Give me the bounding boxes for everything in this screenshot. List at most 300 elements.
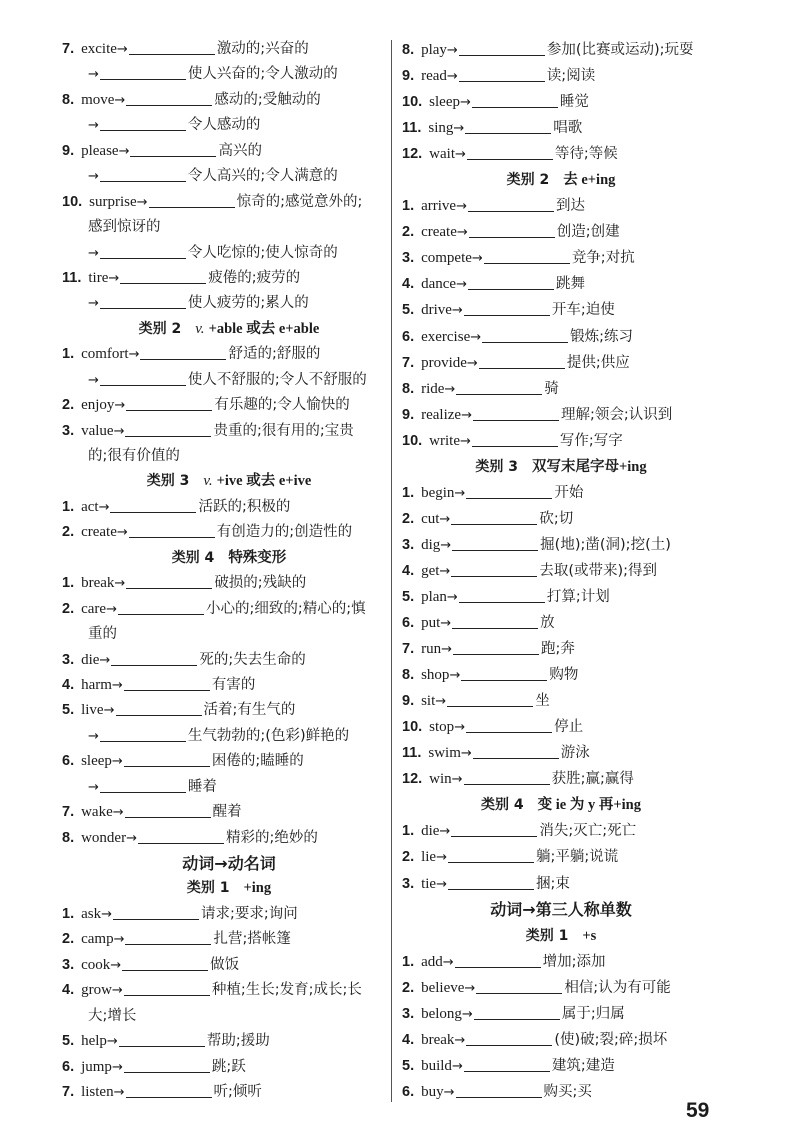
meaning: 骑 bbox=[544, 380, 559, 397]
meaning: 放 bbox=[540, 615, 555, 632]
arrow: → bbox=[471, 251, 483, 267]
vocab-item bbox=[402, 1001, 720, 1027]
arrow: → bbox=[443, 1084, 455, 1100]
vocab-item bbox=[402, 245, 720, 271]
arrow: → bbox=[444, 381, 456, 397]
vocab-item bbox=[62, 88, 388, 113]
item-number: 7. bbox=[402, 354, 415, 371]
vocab-item bbox=[402, 584, 720, 610]
arrow: → bbox=[88, 245, 99, 261]
meaning: 精彩的;绝妙的 bbox=[226, 829, 318, 846]
vocab-item bbox=[62, 520, 388, 545]
vocab-item bbox=[402, 428, 720, 454]
answer-blank bbox=[119, 1046, 205, 1047]
item-number: 1. bbox=[402, 953, 415, 970]
answer-blank bbox=[473, 758, 559, 759]
category-label: 类别 4 bbox=[171, 549, 215, 566]
answer-blank bbox=[482, 342, 568, 343]
arrow: → bbox=[136, 194, 148, 210]
answer-blank bbox=[468, 289, 554, 290]
meaning: 唱歌 bbox=[553, 120, 583, 137]
meaning: 令人吃惊的;使人惊奇的 bbox=[187, 244, 338, 261]
derived-form bbox=[62, 368, 388, 393]
meaning: 购物 bbox=[549, 667, 579, 684]
item-number: 1. bbox=[62, 498, 75, 515]
item-number: 10. bbox=[402, 432, 423, 449]
item-number: 9. bbox=[402, 406, 415, 423]
headword: dance bbox=[421, 276, 457, 293]
item-number: 1. bbox=[402, 198, 415, 215]
headword: sing bbox=[428, 120, 454, 137]
item-number: 5. bbox=[402, 302, 415, 319]
item-number: 11. bbox=[62, 269, 82, 286]
answer-blank bbox=[125, 436, 211, 437]
answer-blank bbox=[466, 732, 552, 733]
vocab-item bbox=[402, 610, 720, 636]
meaning: 小心的;细致的;精心的;慎 bbox=[205, 600, 366, 617]
meaning: 睡觉 bbox=[559, 94, 589, 111]
vocab-item bbox=[402, 532, 720, 558]
vocab-item bbox=[402, 975, 720, 1001]
arrow: → bbox=[98, 499, 110, 515]
item-number: 6. bbox=[402, 328, 415, 345]
headword: sit bbox=[421, 693, 436, 710]
arrow: → bbox=[439, 563, 451, 579]
meaning: 锻炼;练习 bbox=[570, 328, 634, 345]
meaning: 有创造力的;创造性的 bbox=[216, 524, 353, 541]
headword: play bbox=[421, 42, 447, 58]
category-label: 类别 1 bbox=[525, 927, 569, 944]
vocab-item bbox=[402, 871, 720, 897]
arrow: → bbox=[453, 121, 465, 137]
category-rule: 双写末尾字母+ing bbox=[532, 458, 647, 475]
headword: act bbox=[81, 498, 99, 515]
vocab-item bbox=[62, 597, 388, 622]
arrow: → bbox=[461, 1006, 473, 1022]
vocab-item bbox=[62, 495, 388, 520]
meaning: 令人高兴的;令人满意的 bbox=[187, 168, 338, 185]
meaning: 活着;有生气的 bbox=[203, 702, 296, 719]
arrow: → bbox=[464, 980, 476, 996]
item-number: 9. bbox=[62, 142, 75, 159]
meaning: 属于;归属 bbox=[561, 1005, 625, 1022]
arrow: → bbox=[103, 703, 115, 719]
answer-blank bbox=[111, 665, 197, 666]
meaning: 创造;创建 bbox=[556, 224, 620, 241]
answer-blank bbox=[472, 446, 558, 447]
arrow: → bbox=[449, 668, 461, 684]
meaning: 游泳 bbox=[560, 745, 590, 762]
item-number: 10. bbox=[402, 719, 423, 736]
answer-blank bbox=[466, 1045, 552, 1046]
meaning: 令人感动的 bbox=[187, 117, 261, 134]
headword: sleep bbox=[81, 753, 112, 770]
meaning: 去取(或带来);得到 bbox=[539, 562, 658, 579]
meaning: 开车;迫使 bbox=[551, 302, 615, 319]
item-number: 4. bbox=[402, 562, 415, 579]
arrow: → bbox=[451, 1058, 463, 1074]
item-number: 3. bbox=[62, 956, 75, 973]
item-number: 8. bbox=[62, 91, 75, 108]
answer-blank bbox=[100, 308, 186, 309]
vocab-item bbox=[402, 376, 720, 402]
meaning: 活跃的;积极的 bbox=[198, 498, 291, 515]
derived-form bbox=[62, 724, 388, 749]
headword: begin bbox=[421, 484, 455, 501]
headword: excite bbox=[81, 41, 117, 57]
arrow: → bbox=[460, 746, 472, 762]
item-number: 2. bbox=[62, 397, 75, 414]
vocab-item bbox=[62, 749, 388, 774]
meaning: 写作;写字 bbox=[559, 432, 623, 449]
vocab-item bbox=[62, 393, 388, 418]
vocab-item bbox=[402, 480, 720, 506]
headword: cut bbox=[421, 510, 440, 527]
answer-blank bbox=[130, 156, 216, 157]
answer-blank bbox=[453, 654, 539, 655]
category-header bbox=[62, 546, 388, 571]
answer-blank bbox=[448, 862, 534, 863]
meaning: 扎营;搭帐篷 bbox=[213, 931, 291, 948]
item-number: 2. bbox=[402, 224, 415, 241]
headword: ride bbox=[421, 380, 445, 397]
answer-blank bbox=[125, 817, 211, 818]
meaning: 停止 bbox=[554, 719, 584, 736]
headword: swim bbox=[428, 745, 461, 762]
headword: harm bbox=[81, 676, 112, 693]
answer-blank bbox=[120, 283, 206, 284]
vocab-item bbox=[62, 902, 388, 927]
meaning: 增加;添加 bbox=[542, 953, 606, 970]
arrow: → bbox=[108, 270, 120, 286]
headword: create bbox=[421, 224, 457, 241]
headword: wonder bbox=[81, 829, 127, 846]
item-number: 7. bbox=[402, 641, 415, 658]
vocab-item bbox=[402, 324, 720, 350]
headword: wait bbox=[429, 146, 455, 163]
headword: create bbox=[81, 524, 117, 541]
item-number: 3. bbox=[402, 1005, 415, 1022]
category-header bbox=[62, 876, 388, 901]
item-number: 12. bbox=[402, 771, 423, 788]
vocab-item bbox=[402, 1027, 720, 1053]
category-header bbox=[62, 317, 388, 342]
arrow: → bbox=[88, 169, 99, 185]
vocab-item bbox=[402, 818, 720, 844]
arrow: → bbox=[106, 1034, 118, 1050]
arrow: → bbox=[106, 601, 117, 617]
arrow: → bbox=[114, 92, 126, 108]
arrow: → bbox=[456, 225, 468, 241]
answer-blank bbox=[118, 614, 204, 615]
right-column bbox=[402, 37, 720, 1105]
headword: sleep bbox=[429, 94, 460, 111]
arrow: → bbox=[88, 67, 99, 83]
vocab-item bbox=[402, 558, 720, 584]
arrow: → bbox=[101, 906, 112, 922]
vocab-item bbox=[62, 139, 388, 164]
item-number: 4. bbox=[62, 982, 75, 999]
section-title: 动词→第三人称单数 bbox=[490, 899, 632, 919]
item-number: 11. bbox=[402, 120, 422, 137]
item-number: 8. bbox=[62, 829, 75, 846]
meaning: 舒适的;舒服的 bbox=[228, 346, 321, 363]
item-number: 2. bbox=[62, 600, 75, 617]
category-rule: +ing bbox=[243, 880, 272, 897]
headword: compete bbox=[421, 250, 472, 267]
meaning: 感动的;受触动的 bbox=[214, 91, 321, 108]
arrow: → bbox=[113, 1084, 125, 1100]
vocab-item bbox=[62, 648, 388, 673]
headword: stop bbox=[429, 719, 455, 736]
derived-form bbox=[62, 775, 388, 800]
vocab-item bbox=[402, 506, 720, 532]
category-header bbox=[402, 923, 720, 949]
item-number: 1. bbox=[62, 346, 75, 363]
vocab-item bbox=[402, 89, 720, 115]
answer-blank bbox=[447, 706, 533, 707]
meaning: 有乐趣的;令人愉快的 bbox=[214, 397, 350, 414]
headword: live bbox=[81, 702, 104, 719]
vocab-item bbox=[62, 342, 388, 367]
item-number: 1. bbox=[402, 823, 415, 840]
answer-blank bbox=[100, 741, 186, 742]
answer-blank bbox=[126, 1097, 212, 1098]
arrow: → bbox=[114, 398, 126, 414]
derived-form bbox=[62, 164, 388, 189]
headword: plan bbox=[421, 588, 447, 605]
category-label: 类别 3 bbox=[475, 458, 518, 475]
headword: drive bbox=[421, 302, 452, 319]
meaning: 获胜;赢;赢得 bbox=[551, 771, 634, 788]
item-number: 1. bbox=[62, 575, 75, 592]
headword: value bbox=[81, 422, 114, 439]
meaning: 疲倦的;疲劳的 bbox=[208, 269, 301, 286]
item-number: 2. bbox=[402, 979, 415, 996]
answer-blank bbox=[140, 359, 226, 360]
answer-blank bbox=[466, 498, 552, 499]
arrow: → bbox=[440, 537, 452, 553]
item-number: 1. bbox=[402, 484, 415, 501]
headword: dig bbox=[421, 536, 441, 553]
item-number: 6. bbox=[62, 1058, 75, 1075]
vocab-item bbox=[402, 37, 720, 63]
headword: die bbox=[81, 651, 100, 668]
vocab-item bbox=[402, 193, 720, 219]
item-number: 10. bbox=[62, 193, 83, 210]
meaning: 砍;切 bbox=[539, 510, 574, 527]
vocab-item bbox=[62, 37, 388, 62]
meaning: 等待;等候 bbox=[554, 146, 618, 163]
arrow: → bbox=[116, 42, 128, 57]
category-rule: +s bbox=[582, 927, 597, 944]
category-rule: +ive 或去 e+ive bbox=[216, 473, 312, 490]
answer-blank bbox=[468, 211, 554, 212]
meaning: 使人兴奋的;令人激动的 bbox=[187, 66, 338, 83]
headword: arrive bbox=[421, 198, 457, 215]
item-number: 2. bbox=[402, 510, 415, 527]
meaning-continuation: 重的 bbox=[88, 626, 117, 643]
answer-blank bbox=[459, 602, 545, 603]
answer-blank bbox=[467, 159, 553, 160]
meaning: 躺;平躺;说谎 bbox=[536, 849, 619, 866]
vocab-item bbox=[402, 63, 720, 89]
headword: grow bbox=[81, 982, 112, 999]
headword: get bbox=[421, 562, 440, 579]
arrow: → bbox=[441, 642, 452, 658]
derived-form bbox=[62, 291, 388, 316]
answer-blank bbox=[459, 55, 545, 56]
meaning: 建筑;建造 bbox=[551, 1057, 615, 1074]
meaning: 困倦的;瞌睡的 bbox=[211, 753, 304, 770]
item-number: 4. bbox=[402, 1031, 415, 1048]
arrow: → bbox=[88, 296, 99, 312]
headword: comfort bbox=[81, 346, 129, 363]
answer-blank bbox=[456, 394, 542, 395]
vocab-item bbox=[402, 297, 720, 323]
category-label: 类别 2 bbox=[138, 320, 182, 337]
answer-blank bbox=[113, 919, 199, 920]
meaning: 醒着 bbox=[212, 804, 242, 821]
answer-blank bbox=[149, 207, 235, 208]
meaning: 理解;领会;认识到 bbox=[560, 406, 673, 423]
vocab-item bbox=[62, 1055, 388, 1080]
headword: buy bbox=[421, 1083, 444, 1100]
vocab-item bbox=[62, 1080, 388, 1105]
meaning: 消失;灭亡;死亡 bbox=[539, 823, 637, 840]
derived-form bbox=[62, 113, 388, 138]
headword: lie bbox=[421, 849, 437, 866]
meaning: 掘(地);凿(洞);挖(土) bbox=[540, 536, 671, 553]
headword: help bbox=[81, 1033, 107, 1050]
derived-form bbox=[62, 241, 388, 266]
answer-blank bbox=[448, 889, 534, 890]
headword: enjoy bbox=[81, 397, 115, 414]
headword: cook bbox=[81, 956, 111, 973]
meaning: 贵重的;很有用的;宝贵 bbox=[213, 422, 354, 439]
answer-blank bbox=[126, 105, 212, 106]
item-number: 3. bbox=[62, 651, 75, 668]
category-rule: 特殊变形 bbox=[228, 549, 287, 566]
arrow: → bbox=[454, 720, 466, 736]
arrow: → bbox=[88, 372, 99, 388]
arrow: → bbox=[439, 824, 451, 840]
section-title: 动词→动名词 bbox=[182, 854, 276, 873]
vocab-item bbox=[402, 949, 720, 975]
answer-blank bbox=[125, 944, 211, 945]
vocab-item bbox=[402, 688, 720, 714]
headword: ask bbox=[81, 905, 102, 922]
arrow: → bbox=[113, 932, 125, 948]
meaning: (使)破;裂;碎;损坏 bbox=[554, 1031, 668, 1048]
item-number: 8. bbox=[402, 667, 415, 684]
answer-blank bbox=[129, 54, 215, 55]
vocab-item bbox=[62, 978, 388, 1003]
item-number: 8. bbox=[402, 380, 415, 397]
item-number: 3. bbox=[402, 875, 415, 892]
arrow: → bbox=[110, 957, 122, 973]
answer-blank bbox=[100, 258, 186, 259]
answer-blank bbox=[476, 993, 562, 994]
answer-blank bbox=[129, 537, 215, 538]
category-header bbox=[402, 167, 720, 193]
headword: win bbox=[429, 771, 452, 788]
arrow: → bbox=[456, 277, 467, 293]
headword: tire bbox=[88, 269, 109, 286]
answer-blank bbox=[126, 410, 212, 411]
meaning: 开始 bbox=[554, 484, 584, 501]
answer-blank bbox=[474, 1019, 560, 1020]
arrow: → bbox=[111, 1059, 123, 1075]
headword: care bbox=[81, 600, 107, 617]
answer-blank bbox=[124, 1072, 210, 1073]
meaning: 生气勃勃的;(色彩)鲜艳的 bbox=[187, 727, 350, 744]
item-number: 3. bbox=[402, 250, 415, 267]
meaning: 使人疲劳的;累人的 bbox=[187, 295, 309, 312]
answer-blank bbox=[122, 970, 208, 971]
vocab-item bbox=[402, 662, 720, 688]
item-number: 5. bbox=[62, 702, 75, 719]
meaning: 帮助;援助 bbox=[206, 1033, 270, 1050]
arrow: → bbox=[451, 303, 463, 319]
item-number: 7. bbox=[62, 1083, 75, 1100]
headword: jump bbox=[81, 1058, 112, 1075]
vocab-item bbox=[402, 766, 720, 792]
category-header bbox=[62, 469, 388, 494]
meaning: 惊奇的;感觉意外的; bbox=[236, 193, 363, 210]
headword: run bbox=[421, 641, 442, 658]
answer-blank bbox=[451, 836, 537, 837]
vocab-item bbox=[402, 1079, 720, 1105]
arrow: → bbox=[446, 69, 458, 85]
arrow: → bbox=[118, 143, 130, 159]
meaning-continuation: 感到惊讶的 bbox=[88, 219, 161, 236]
meaning: 打算;计划 bbox=[546, 588, 610, 605]
headword: surprise bbox=[89, 193, 137, 210]
arrow: → bbox=[111, 677, 123, 693]
meaning: 提供;供应 bbox=[566, 354, 630, 371]
answer-blank bbox=[459, 81, 545, 82]
meaning: 睡着 bbox=[187, 778, 217, 795]
meaning: 跳;跃 bbox=[211, 1058, 246, 1075]
headword: write bbox=[429, 432, 460, 449]
item-number: 6. bbox=[62, 753, 75, 770]
meaning: 参加(比赛或运动);玩耍 bbox=[546, 42, 694, 58]
item-number: 6. bbox=[402, 615, 415, 632]
answer-blank bbox=[465, 133, 551, 134]
arrow: → bbox=[439, 511, 451, 527]
arrow: → bbox=[466, 355, 478, 371]
vocab-item bbox=[402, 219, 720, 245]
meaning: 跑;奔 bbox=[541, 641, 575, 658]
item-number: 2. bbox=[62, 931, 75, 948]
meaning: 有害的 bbox=[211, 676, 256, 693]
derived-form bbox=[62, 62, 388, 87]
vocab-item bbox=[402, 350, 720, 376]
headword: die bbox=[421, 823, 440, 840]
arrow: → bbox=[460, 433, 471, 449]
part-of-speech: v. bbox=[195, 320, 205, 337]
arrow: → bbox=[114, 576, 126, 592]
answer-blank bbox=[455, 967, 541, 968]
arrow: → bbox=[454, 485, 466, 501]
vocab-item bbox=[62, 1029, 388, 1054]
arrow: → bbox=[436, 876, 447, 892]
answer-blank bbox=[100, 79, 186, 80]
answer-blank bbox=[464, 315, 550, 316]
headword: provide bbox=[421, 354, 467, 371]
meaning: 捆;束 bbox=[536, 875, 570, 892]
